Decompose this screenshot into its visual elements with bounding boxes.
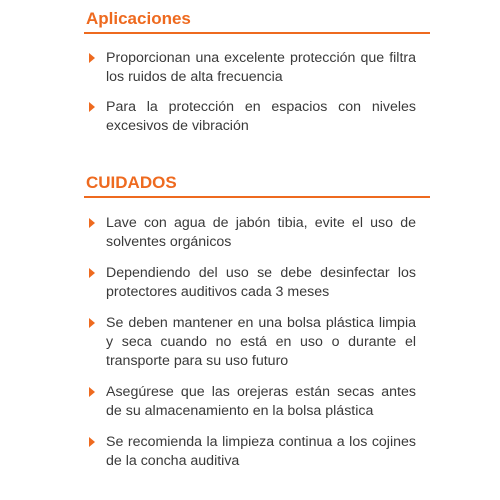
care-list: [84, 214, 430, 471]
list-item: [84, 433, 430, 471]
triangle-right-icon: [89, 437, 95, 447]
applications-list: [84, 49, 430, 136]
triangle-right-icon: [89, 318, 95, 328]
applications-section: [84, 8, 430, 147]
care-divider: [84, 196, 430, 198]
list-item-text: Proporcionan una excelente protección que filtra los ruidos de alta frecuencia: [106, 50, 416, 85]
list-item: [84, 383, 430, 421]
list-item: [84, 264, 430, 302]
list-item-text: Se recomienda la limpieza continua a los cojines de la concha auditiva: [106, 434, 416, 469]
care-heading: CUIDADOS: [86, 173, 177, 192]
triangle-right-icon: [89, 218, 95, 228]
triangle-right-icon: [89, 102, 95, 112]
applications-divider: [84, 32, 430, 34]
list-item-text: Lave con agua de jabón tibia, evite el uso de solventes orgánicos: [106, 215, 416, 250]
list-item-text: Para la protección en espacios con niveles excesivos de vibración: [106, 99, 416, 134]
triangle-right-icon: [89, 268, 95, 278]
care-section: [84, 172, 430, 483]
list-item: [84, 98, 430, 136]
list-item: [84, 214, 430, 252]
list-item-text: Asegúrese que las orejeras están secas antes de su almacenamiento en la bolsa plástica: [106, 384, 416, 419]
list-item: [84, 49, 430, 87]
applications-heading: Aplicaciones: [86, 9, 191, 28]
triangle-right-icon: [89, 387, 95, 397]
list-item-text: Se deben mantener en una bolsa plástica limpia y seca cuando no está en uso o durante el transporte para su uso futuro: [106, 315, 416, 369]
list-item-text: Dependiendo del uso se debe desinfectar los protectores auditivos cada 3 meses: [106, 265, 416, 300]
triangle-right-icon: [89, 53, 95, 63]
list-item: [84, 314, 430, 371]
